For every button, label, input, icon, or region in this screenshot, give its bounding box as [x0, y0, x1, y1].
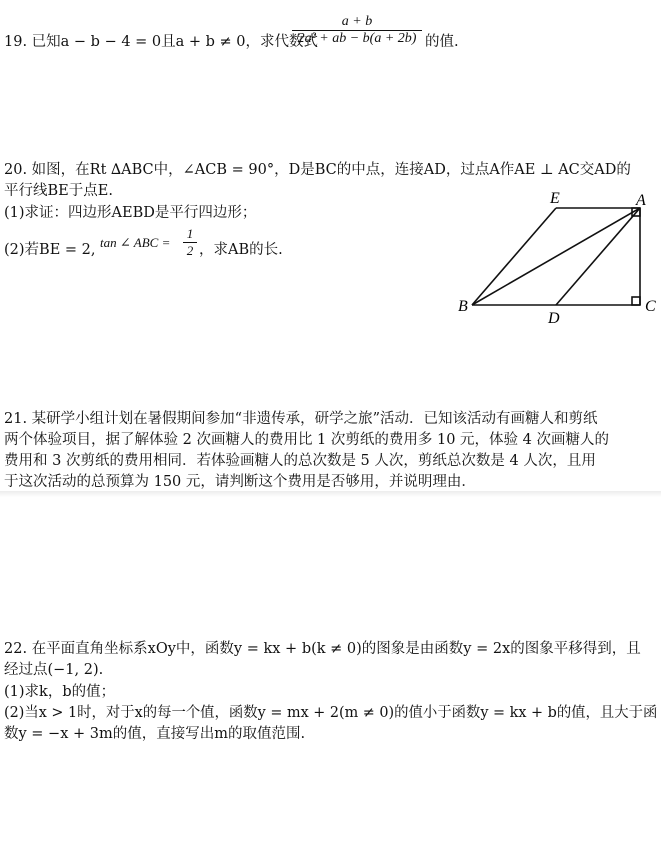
- q21-line1: [4, 409, 598, 429]
- q22-line2: [4, 660, 103, 680]
- q20-part2-text-b: ，求AB的长.: [199, 242, 283, 258]
- segment-AB: [472, 208, 640, 305]
- q20-text-2: 平行线BE于点E.: [4, 183, 113, 199]
- q22-part1-text: (1)求k，b的值；: [4, 684, 116, 700]
- right-angle-mark-C: [632, 297, 640, 305]
- q19-tail-text: 的值.: [425, 34, 459, 50]
- segment-BE: [472, 208, 556, 305]
- q21-text-1: 21. 某研学小组计划在暑假期间参加“非遗传承，研学之旅”活动．已知该活动有画糖人和剪纸: [4, 411, 598, 427]
- q22-part1: [4, 682, 115, 702]
- q22-part2-text-2: 数y = −x + 3m的值，直接写出m的取值范围.: [4, 726, 306, 742]
- q19-text: 19. 已知a − b − 4 = 0且a + b ≠ 0，求代数式: [4, 34, 319, 50]
- q20-fraction-numerator: 1: [183, 226, 197, 243]
- segment-AD: [556, 208, 640, 305]
- q22-part2-line2: [4, 724, 305, 744]
- q20-part2-text-a: (2)若BE = 2,: [4, 242, 96, 258]
- label-E: E: [550, 190, 560, 207]
- q20-fraction-denominator: 2: [186, 243, 194, 258]
- label-A: A: [636, 192, 646, 209]
- q22-part2-text-1: (2)当x > 1时，对于x的每一个值，函数y = mx + 2(m ≠ 0)的值小于函数y = kx + b的值，且大于函: [4, 705, 658, 721]
- q21-line2: [4, 430, 609, 450]
- q22-part2-line1: [4, 703, 657, 723]
- q21-text-2: 两个体验项目，据了解体验 2 次画糖人的费用比 1 次剪纸的费用多 10 元，体验 4 次画糖人的: [4, 432, 609, 448]
- q22-text-2: 经过点(−1, 2).: [4, 662, 104, 678]
- q21-line4: [4, 472, 476, 492]
- q20-text-1: 20. 如图，在Rt ∆ABC中，∠ACB = 90°，D是BC的中点，连接AD，过点A作AE ⊥ AC交AD的: [4, 162, 631, 178]
- label-D: D: [548, 310, 560, 327]
- section-shadow: [0, 491, 661, 497]
- q21-text-3: 费用和 3 次剪纸的费用相同．若体验画糖人的总次数是 5 人次，剪纸总次数是 4 人次，且用: [4, 453, 596, 469]
- q21-line3: [4, 451, 596, 471]
- label-C: C: [645, 298, 656, 315]
- q19-fraction-denominator: 2a² + ab − b(a + 2b): [297, 31, 417, 46]
- q22-text-1: 22. 在平面直角坐标系xOy中，函数y = kx + b(k ≠ 0)的图象是由函数y = 2x的图象平移得到，且: [4, 641, 641, 657]
- label-B: B: [458, 298, 468, 315]
- q22-line1: [4, 639, 641, 659]
- q20-tan-expression: tan ∠ ABC =: [100, 235, 171, 250]
- q19-fraction-numerator: a + b: [292, 14, 422, 31]
- q20-part1-text: (1)求证：四边形AEBD是平行四边形；: [4, 205, 257, 221]
- q21-text-4: 于这次活动的总预算为 150 元，请判断这个费用是否够用，并说明理由．: [4, 474, 476, 490]
